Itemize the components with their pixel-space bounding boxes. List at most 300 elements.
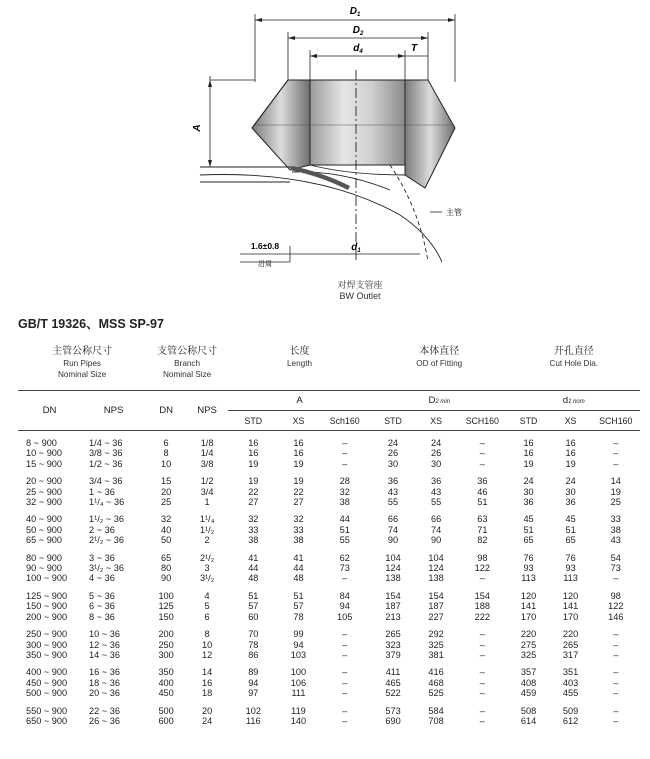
table-row <box>18 459 640 469</box>
table-cell: 170 <box>562 611 579 622</box>
table-cell: 36 <box>477 476 488 487</box>
table-cell: 113 <box>521 573 536 584</box>
group-spacer <box>18 660 640 667</box>
table-cell: 584 <box>428 705 444 716</box>
group-spacer <box>18 507 640 514</box>
dim-a-label: A <box>192 124 203 132</box>
table-cell: 57 <box>293 601 304 612</box>
group-spacer <box>18 584 640 591</box>
table-cell: 51 <box>293 590 304 601</box>
table-cell: – <box>479 677 485 688</box>
table-row <box>18 448 640 458</box>
col-a-std: STD <box>228 411 278 431</box>
table-cell: 100 ~ 900 <box>26 573 68 584</box>
table-cell: 26 <box>387 448 399 459</box>
table-cell: 36 <box>523 497 534 508</box>
table-cell: 170 <box>520 611 537 622</box>
table-cell: 100 <box>158 590 174 601</box>
table-cell: 106 <box>290 677 307 688</box>
header-cut-hole: 开孔直径 Cut Hole Dia. <box>549 346 599 368</box>
table-cell: 94 <box>339 601 350 612</box>
table-cell: 80 ~ 900 <box>26 552 63 563</box>
table-cell: 94 <box>293 639 304 650</box>
table-cell: 27 <box>293 497 304 508</box>
col-dn: DN <box>18 391 81 431</box>
table-cell: 14 <box>201 667 213 678</box>
table-cell: 317 <box>562 649 579 660</box>
table-cell: – <box>479 573 485 584</box>
table-cell: 124 <box>385 563 401 574</box>
table-cell: 76 <box>523 552 534 563</box>
table-cell: 138 <box>385 573 401 584</box>
table-cell: 141 <box>520 601 537 612</box>
table-cell: 250 ~ 900 <box>26 629 68 640</box>
table-cell: 40 ~ 900 <box>26 514 63 525</box>
table-cell: – <box>613 438 619 448</box>
table-cell: 90 <box>161 573 172 584</box>
table-cell: 63 <box>477 514 488 525</box>
table-cell: 325 <box>520 649 537 660</box>
table-cell: 73 <box>610 563 621 574</box>
dim-d4-label: $d_4$ <box>353 43 363 55</box>
table-cell: 16 ~ 36 <box>89 667 120 678</box>
table-cell: – <box>342 458 348 469</box>
table-cell: 84 <box>339 590 350 601</box>
table-cell: 43 <box>610 535 621 546</box>
table-cell: 24 <box>387 438 399 448</box>
table-cell: 141 <box>562 601 579 612</box>
table-cell: 93 <box>565 563 576 574</box>
table-row <box>18 487 640 497</box>
table-cell: 38 <box>339 497 350 508</box>
table-cell: – <box>342 715 348 726</box>
dim-d1-label: $D_1$ <box>349 6 361 18</box>
table-cell: – <box>613 705 619 716</box>
header-length: 长度 Length <box>287 346 313 368</box>
table-cell: – <box>613 448 619 459</box>
table-cell: 30 <box>565 486 576 497</box>
table-cell: 351 <box>562 667 579 678</box>
table-cell: 140 <box>290 715 307 726</box>
table-cell: 12 ~ 36 <box>89 639 120 650</box>
table-row <box>18 688 640 698</box>
table-cell: 154 <box>385 590 401 601</box>
table-row <box>18 438 640 448</box>
table-cell: 36 <box>565 497 576 508</box>
table-cell: 44 <box>293 563 304 574</box>
table-cell: 465 <box>385 677 401 688</box>
table-cell: – <box>479 458 485 469</box>
table-cell: 65 <box>161 552 172 563</box>
table-cell: 55 <box>339 535 350 546</box>
col-d1-sch160: SCH160 <box>592 411 640 431</box>
table-cell: 16 <box>201 677 213 688</box>
table-cell: 403 <box>562 677 579 688</box>
table-cell: 300 <box>158 649 174 660</box>
table-cell: 36 <box>387 476 399 487</box>
table-cell: 51 <box>523 524 534 535</box>
table-cell: – <box>342 629 348 640</box>
table-cell: 55 <box>387 497 399 508</box>
table-cell: 26 <box>430 448 442 459</box>
table-cell: 508 <box>520 705 537 716</box>
table-cell: 16 <box>523 448 534 459</box>
table-cell: 1/4 <box>200 448 214 459</box>
table-cell: 2¹/₂ ~ 36 <box>89 535 125 546</box>
table-cell: 22 ~ 36 <box>89 705 120 716</box>
table-cell: 2 ~ 36 <box>89 524 115 535</box>
table-cell: 19 <box>248 458 259 469</box>
table-cell: 73 <box>339 563 350 574</box>
table-cell: 66 <box>430 514 442 525</box>
table-cell: 54 <box>610 552 621 563</box>
col-d1: d1 nom <box>508 391 640 411</box>
table-cell: 10 <box>201 639 213 650</box>
table-cell: 8 ~ 36 <box>89 611 115 622</box>
table-cell: 19 <box>610 486 621 497</box>
table-cell: 51 <box>248 590 259 601</box>
table-cell: 38 <box>293 535 304 546</box>
table-row <box>18 706 640 716</box>
group-spacer <box>18 546 640 553</box>
table-cell: 222 <box>474 611 490 622</box>
table-cell: 51 <box>477 497 488 508</box>
table-cell: 41 <box>248 552 259 563</box>
table-row <box>18 553 640 563</box>
table-cell: 122 <box>608 601 624 612</box>
table-cell: 379 <box>385 649 401 660</box>
table-cell: 116 <box>245 715 261 726</box>
table-cell: 15 <box>161 476 172 487</box>
table-cell: 187 <box>428 601 444 612</box>
table-cell: 19 <box>248 476 259 487</box>
table-cell: 2 <box>204 535 210 546</box>
col-a: A <box>228 391 371 411</box>
table-cell: 43 <box>430 486 442 497</box>
bw-outlet-drawing <box>180 0 510 290</box>
table-cell: 70 <box>248 629 259 640</box>
table-cell: 99 <box>293 629 304 640</box>
table-row <box>18 650 640 660</box>
table-cell: 86 <box>248 649 259 660</box>
table-cell: 188 <box>474 601 490 612</box>
table-cell: 265 <box>562 639 579 650</box>
table-cell: 400 ~ 900 <box>26 667 68 678</box>
standard-title: GB/T 19326、MSS SP-97 <box>18 317 164 331</box>
header-od: 本体直径 OD of Fitting <box>416 346 463 368</box>
table-cell: 51 <box>339 524 350 535</box>
table-cell: – <box>613 629 619 640</box>
table-cell: 46 <box>477 486 488 497</box>
table-cell: 19 <box>523 458 534 469</box>
table-cell: – <box>342 677 348 688</box>
table-cell: 44 <box>339 514 350 525</box>
table-cell: 5 <box>204 601 210 612</box>
header-run-pipes: 主管公称尺寸 Run Pipes Nominal Size <box>52 346 113 379</box>
table-cell: 41 <box>293 552 304 563</box>
table-cell: 33 <box>248 524 259 535</box>
table-cell: 213 <box>385 611 401 622</box>
table-cell: 1¹/₄ <box>199 514 215 525</box>
table-cell: 450 <box>158 688 174 699</box>
table-cell: 3/4 ~ 36 <box>89 476 123 487</box>
table-cell: 125 <box>158 601 174 612</box>
table-row <box>18 591 640 601</box>
table-cell: 90 ~ 900 <box>26 563 63 574</box>
dim-t-label: T <box>410 43 418 54</box>
table-cell: 3 <box>204 563 210 574</box>
table-cell: 38 <box>248 535 259 546</box>
table-cell: – <box>342 639 348 650</box>
table-cell: 1¹/₄ ~ 36 <box>89 497 125 508</box>
table-cell: 612 <box>562 715 579 726</box>
col-a-xs: XS <box>279 411 319 431</box>
table-cell: 600 <box>158 715 174 726</box>
table-cell: 30 <box>387 458 399 469</box>
table-cell: 325 <box>428 639 444 650</box>
table-cell: 90 <box>387 535 399 546</box>
table-cell: 32 <box>161 514 172 525</box>
table-cell: 16 <box>565 448 576 459</box>
table-cell: 93 <box>523 563 534 574</box>
table-cell: – <box>342 688 348 699</box>
table-cell: 82 <box>477 535 488 546</box>
table-cell: 250 <box>158 639 174 650</box>
table-cell: 227 <box>428 611 444 622</box>
table-cell: 10 ~ 36 <box>89 629 120 640</box>
table-cell: 10 <box>161 458 172 469</box>
table-cell: 16 <box>293 448 304 459</box>
table-cell: 60 <box>248 611 259 622</box>
table-cell: 98 <box>610 590 621 601</box>
table-cell: 265 <box>385 629 401 640</box>
table-cell: 100 <box>290 667 307 678</box>
table-cell: 614 <box>520 715 537 726</box>
col-branch-nps: NPS <box>186 391 228 431</box>
table-cell: 76 <box>565 552 576 563</box>
table-cell: 16 <box>523 438 534 448</box>
table-cell: 16 <box>248 448 259 459</box>
table-cell: 6 <box>204 611 210 622</box>
table-cell: 45 <box>565 514 576 525</box>
table-cell: – <box>342 573 348 584</box>
table-cell: 24 <box>201 715 213 726</box>
table-cell: 24 <box>430 438 442 448</box>
table-cell: 43 <box>387 486 399 497</box>
table-cell: 25 <box>610 497 621 508</box>
table-cell: 150 ~ 900 <box>26 601 68 612</box>
table-cell: 22 <box>248 486 259 497</box>
table-cell: 275 <box>520 639 537 650</box>
group-spacer <box>18 622 640 629</box>
table-cell: 1 <box>204 497 210 508</box>
table-cell: 78 <box>248 639 259 650</box>
group-spacer <box>18 699 640 706</box>
caption-en: BW Outlet <box>339 291 381 301</box>
table-cell: 44 <box>248 563 259 574</box>
col-d1-std: STD <box>508 411 550 431</box>
table-cell: 16 <box>565 438 576 448</box>
weld-circumference-label: 沿周 <box>258 261 272 268</box>
table-row <box>18 563 640 573</box>
table-cell: 119 <box>291 705 306 716</box>
table-cell: 1/2 <box>200 476 214 487</box>
table-cell: 102 <box>245 705 261 716</box>
table-row <box>18 612 640 622</box>
table-cell: – <box>613 677 619 688</box>
table-cell: 3¹/₂ <box>199 573 215 584</box>
table-cell: 50 <box>161 535 172 546</box>
table-cell: 12 <box>201 649 213 660</box>
table-cell: 20 <box>161 486 172 497</box>
table-cell: 16 <box>293 438 304 448</box>
table-cell: 97 <box>248 688 259 699</box>
table-cell: 45 <box>523 514 534 525</box>
col-branch-dn: DN <box>146 391 186 431</box>
table-cell: 38 <box>610 524 621 535</box>
table-cell: 455 <box>562 688 579 699</box>
table-cell: 20 ~ 36 <box>89 688 120 699</box>
table-cell: – <box>342 667 348 678</box>
table-cell: 350 ~ 900 <box>26 649 68 660</box>
table-cell: 105 <box>337 611 353 622</box>
table-cell: 94 <box>248 677 259 688</box>
table-cell: – <box>479 448 485 459</box>
table-body <box>18 431 640 727</box>
col-d2-xs: XS <box>415 411 457 431</box>
table-cell: – <box>613 573 619 584</box>
table-cell: 89 <box>248 667 259 678</box>
table-cell: – <box>613 688 619 699</box>
table-cell: 65 ~ 900 <box>26 535 63 546</box>
table-row <box>18 497 640 507</box>
table-cell: 509 <box>562 705 579 716</box>
table-cell: 1¹/₂ <box>199 524 215 535</box>
table-cell: 220 <box>562 629 579 640</box>
col-d2: D2 min <box>371 391 508 411</box>
table-cell: 22 <box>293 486 304 497</box>
table-row <box>18 667 640 677</box>
table-row <box>18 640 640 650</box>
table-cell: 78 <box>293 611 304 622</box>
table-cell: – <box>479 688 485 699</box>
table-cell: 573 <box>385 705 401 716</box>
table-cell: 62 <box>339 552 350 563</box>
table-cell: 138 <box>428 573 444 584</box>
table-cell: – <box>479 715 485 726</box>
table-cell: – <box>479 649 485 660</box>
table-cell: 357 <box>520 667 537 678</box>
table-cell: – <box>479 629 485 640</box>
table-cell: 525 <box>428 688 444 699</box>
table-cell: 103 <box>290 649 307 660</box>
table-cell: 36 <box>430 476 442 487</box>
table-cell: 3/4 <box>200 486 214 497</box>
table-cell: 3/8 <box>200 458 214 469</box>
table-cell: 65 <box>523 535 534 546</box>
table-cell: 14 ~ 36 <box>89 649 120 660</box>
table-cell: 19 <box>293 476 304 487</box>
table-row <box>18 678 640 688</box>
table-row <box>18 525 640 535</box>
table-cell: – <box>342 438 348 448</box>
table-cell: 10 ~ 900 <box>26 448 63 459</box>
table-cell: 650 ~ 900 <box>26 715 68 726</box>
weld-gap-label: 1.6±0.8 <box>250 241 280 251</box>
table-cell: 4 ~ 36 <box>89 573 115 584</box>
table-cell: 300 ~ 900 <box>26 639 68 650</box>
table-cell: 27 <box>248 497 259 508</box>
table-cell: 74 <box>387 524 399 535</box>
table-cell: 74 <box>430 524 442 535</box>
table-cell: 292 <box>428 629 444 640</box>
table-cell: 51 <box>565 524 576 535</box>
table-cell: 6 ~ 36 <box>89 601 115 612</box>
table-cell: – <box>613 639 619 650</box>
table-cell: 24 <box>565 476 576 487</box>
table-cell: 48 <box>248 573 259 584</box>
col-d1-xs: XS <box>550 411 592 431</box>
table-cell: 323 <box>385 639 401 650</box>
table-cell: – <box>613 458 619 469</box>
table-row <box>18 476 640 486</box>
table-cell: – <box>479 438 485 448</box>
table-cell: 80 <box>161 563 172 574</box>
table-row <box>18 514 640 524</box>
table-cell: 1/2 ~ 36 <box>89 458 123 469</box>
table-cell: 459 <box>520 688 537 699</box>
table-cell: 8 <box>163 448 169 459</box>
table-cell: 18 ~ 36 <box>89 677 120 688</box>
table-cell: 690 <box>385 715 401 726</box>
table-cell: 1/4 ~ 36 <box>89 438 123 448</box>
table-cell: 550 ~ 900 <box>26 705 68 716</box>
header-branch: 支管公称尺寸 Branch Nominal Size <box>157 346 218 379</box>
table-cell: 500 ~ 900 <box>26 688 68 699</box>
table-cell: 32 ~ 900 <box>26 497 63 508</box>
table-cell: 122 <box>474 563 490 574</box>
table-cell: 113 <box>563 573 578 584</box>
table-cell: 19 <box>565 458 576 469</box>
table-cell: 30 <box>430 458 442 469</box>
table-cell: 187 <box>385 601 401 612</box>
table-cell: 40 <box>161 524 172 535</box>
table-cell: 381 <box>428 649 444 660</box>
table-cell: – <box>479 639 485 650</box>
table-cell: 416 <box>428 667 444 678</box>
table-cell: – <box>479 667 485 678</box>
table-cell: 33 <box>293 524 304 535</box>
table-cell: 57 <box>248 601 259 612</box>
table-cell: 120 <box>562 590 579 601</box>
table-row <box>18 716 640 726</box>
dim-small-d1-label: $d_1$ <box>351 242 361 254</box>
table-cell: 1 ~ 36 <box>89 486 115 497</box>
table-row <box>18 573 640 583</box>
table-cell: – <box>342 705 348 716</box>
table-cell: 90 <box>430 535 442 546</box>
table-cell: 98 <box>477 552 488 563</box>
table-cell: 24 <box>523 476 534 487</box>
table-cell: 124 <box>428 563 444 574</box>
table-cell: 55 <box>430 497 442 508</box>
group-spacer <box>18 469 640 476</box>
caption-zh: 对焊支管座 <box>337 280 383 290</box>
table-cell: 5 ~ 36 <box>89 590 115 601</box>
table-cell: 411 <box>385 667 401 678</box>
table-cell: 3/8 ~ 36 <box>89 448 123 459</box>
table-cell: 522 <box>385 688 401 699</box>
